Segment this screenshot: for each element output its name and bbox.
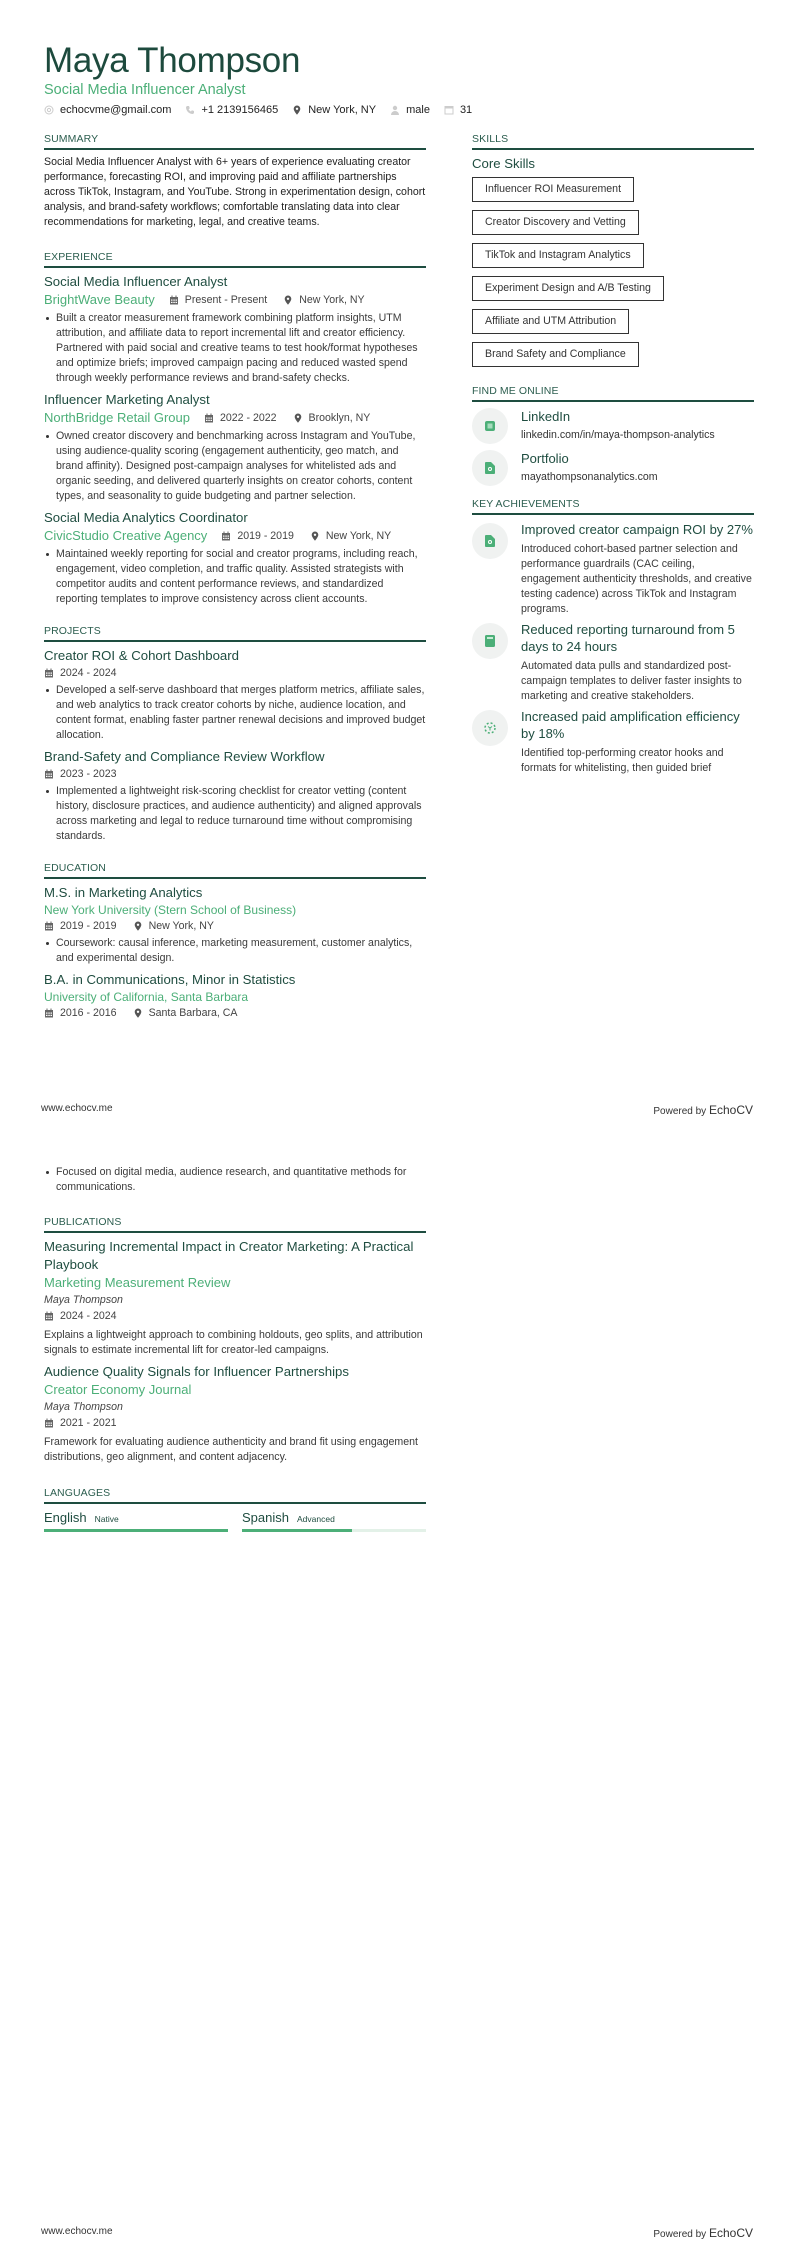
publication-desc: Framework for evaluating audience authenticity and brand fit using engagement distributions, geo alignment, and content adjacency.	[44, 1436, 418, 1463]
job-bullet: Maintained weekly reporting for social and creator programs, including reach, engagement, video completion, and traffic quality. Assisted strategists with competitor audits and content performance reviews, and standardized reporting templates to improve consistency across client accounts.	[44, 547, 426, 607]
age-text: 31	[459, 104, 473, 116]
calculator-icon	[472, 623, 508, 659]
projects-section	[44, 625, 426, 844]
calendar-icon	[44, 921, 54, 931]
company-name: CivicStudio Creative Agency	[44, 528, 208, 543]
resume-page-2	[0, 1123, 794, 2246]
school: New York University (Stern School of Business)	[44, 903, 297, 917]
powered-by-text: Powered by	[653, 2229, 707, 2240]
online-linkedin[interactable]	[472, 408, 754, 444]
skill-chip: Brand Safety and Compliance	[472, 342, 639, 367]
linkedin-icon	[472, 408, 508, 444]
online-link[interactable]: linkedin.com/in/maya-thompson-analytics	[521, 429, 715, 441]
phone-text: +1 2139156465	[201, 104, 279, 116]
location-icon	[283, 295, 293, 305]
school: University of California, Santa Barbara	[44, 990, 249, 1004]
location-icon	[310, 531, 320, 541]
location-icon	[133, 921, 143, 931]
project-bullet: Developed a self-serve dashboard that merges platform metrics, affiliate sales, and web analytics to track creator cohorts by niche, audience location, and content format, enabling faster partner renewal decisions and improved budget allocation.	[44, 683, 426, 743]
target-icon	[472, 710, 508, 746]
publication-author: Maya Thompson	[44, 1294, 123, 1306]
section-heading: EDUCATION	[44, 862, 426, 879]
company-name: NorthBridge Retail Group	[44, 410, 190, 425]
company-name: BrightWave Beauty	[44, 292, 155, 307]
achievement-title: Improved creator campaign ROI by 27%	[521, 522, 753, 537]
edu-dates: 2019 - 2019	[60, 920, 117, 932]
section-heading: PUBLICATIONS	[44, 1216, 426, 1233]
publication-dates: 2021 - 2021	[60, 1417, 117, 1429]
contact-row	[44, 104, 473, 116]
contact-email	[44, 104, 171, 116]
document-search-icon	[472, 523, 508, 559]
languages-section	[44, 1487, 426, 1532]
skill-chip: Experiment Design and A/B Testing	[472, 276, 664, 301]
achievement-desc: Identified top-performing creator hooks and formats for whitelisting, then guided brief	[521, 747, 724, 774]
brand-logo: EchoCV	[708, 1103, 753, 1117]
section-heading: SUMMARY	[44, 133, 426, 150]
section-heading: KEY ACHIEVEMENTS	[472, 498, 754, 515]
project-title: Creator ROI & Cohort Dashboard	[44, 648, 239, 663]
candidate-title: Social Media Influencer Analyst	[44, 82, 246, 98]
publication-author: Maya Thompson	[44, 1401, 123, 1413]
job-dates: 2019 - 2019	[237, 530, 294, 542]
footer-powered	[653, 2226, 753, 2240]
publication-venue: Marketing Measurement Review	[44, 1275, 231, 1290]
section-heading: EXPERIENCE	[44, 251, 426, 268]
brand-logo: EchoCV	[708, 2226, 753, 2240]
section-heading: LANGUAGES	[44, 1487, 426, 1504]
calendar-icon	[444, 105, 454, 115]
language-item	[242, 1509, 426, 1532]
contact-location	[292, 104, 376, 116]
contact-gender	[390, 104, 430, 116]
job-bullet: Built a creator measurement framework combining platform insights, UTM attribution, and affiliate data to report incremental lift and creator efficiency. Partnered with paid social and creative teams to test hook/format hypotheses and optimize briefs; improved campaign pacing and reduced wasted spend through weekly performance reviews and brand-safety checks.	[44, 311, 426, 386]
main-column-continued	[44, 1163, 426, 1532]
publication-title: Audience Quality Signals for Influencer Partnerships	[44, 1364, 349, 1379]
job-location: Brooklyn, NY	[308, 412, 371, 424]
skill-chip: Creator Discovery and Vetting	[472, 210, 639, 235]
experience-section	[44, 251, 426, 607]
job-title: Social Media Analytics Coordinator	[44, 510, 248, 525]
contact-phone	[185, 104, 278, 116]
job-bullet: Owned creator discovery and benchmarking across Instagram and YouTube, using audience-quality scoring (engagement authenticity, geo match, and brand affinity). Designed post-campaign analyses for whitelisted ads and organic seeding, and delivered quarterly insights on creator cohorts, content types, and seasonality to guide budgeting and partner selection.	[44, 429, 426, 504]
online-link[interactable]: mayathompsonanalytics.com	[521, 471, 658, 483]
publication-entry	[44, 1363, 426, 1465]
calendar-icon	[44, 1418, 54, 1428]
language-name: English	[44, 1510, 87, 1525]
job-location: New York, NY	[299, 294, 365, 306]
experience-entry	[44, 509, 426, 607]
edu-location: Santa Barbara, CA	[148, 1007, 238, 1019]
language-proficiency-bar	[242, 1529, 426, 1532]
candidate-name: Maya Thompson	[44, 41, 301, 80]
language-level: Native	[94, 1514, 119, 1524]
achievement-desc: Automated data pulls and standardized post-campaign templates to deliver faster insights to marketing and creative stakeholders.	[521, 660, 742, 702]
header	[44, 41, 473, 116]
edu-dates: 2016 - 2016	[60, 1007, 117, 1019]
achievement-item	[472, 708, 754, 776]
project-bullet: Implemented a lightweight risk-scoring checklist for creator vetting (content history, disclosure practices, and audience authenticity) and aligned approvals across marketing and legal to reduce turnaround time without compromising standards.	[44, 784, 426, 844]
degree: M.S. in Marketing Analytics	[44, 885, 203, 900]
location-icon	[292, 105, 302, 115]
calendar-icon	[204, 413, 214, 423]
education-section	[44, 862, 426, 1021]
language-item	[44, 1509, 228, 1532]
achievements-section	[472, 498, 754, 776]
skills-section	[472, 133, 754, 375]
gender-text: male	[406, 104, 430, 116]
achievement-item	[472, 621, 754, 704]
location-text: New York, NY	[308, 104, 377, 116]
job-dates: Present - Present	[184, 294, 268, 306]
summary-text: Social Media Influencer Analyst with 6+ years of experience evaluating creator performance, forecasting ROI, and improving paid and affiliate partnerships across TikTok, Instagram, and YouTube. Strong in experimentation design, cohort analysis, and brand-safety workflows; comfortable translating data into clear recommendations for marketing, legal, and creative teams.	[44, 156, 426, 228]
edu-bullet: Coursework: causal inference, marketing measurement, customer analytics, and experimental design.	[44, 936, 426, 966]
publication-desc: Explains a lightweight approach to combining holdouts, geo splits, and attribution signals to estimate incremental lift for creator-led campaigns.	[44, 1329, 423, 1356]
publication-dates: 2024 - 2024	[60, 1310, 117, 1322]
location-icon	[133, 1008, 143, 1018]
skill-chip: TikTok and Instagram Analytics	[472, 243, 644, 268]
online-portfolio[interactable]	[472, 450, 754, 486]
summary-section	[44, 133, 426, 230]
section-heading: SKILLS	[472, 133, 754, 150]
calendar-icon	[44, 769, 54, 779]
footer-powered	[653, 1103, 753, 1117]
calendar-icon	[44, 668, 54, 678]
skill-chip: Affiliate and UTM Attribution	[472, 309, 629, 334]
phone-icon	[185, 105, 195, 115]
achievement-title: Reduced reporting turnaround from 5 days to 24 hours	[521, 622, 735, 654]
job-title: Influencer Marketing Analyst	[44, 392, 210, 407]
publication-entry	[44, 1238, 426, 1358]
degree: B.A. in Communications, Minor in Statistics	[44, 972, 296, 987]
online-label: Portfolio	[521, 451, 569, 466]
user-icon	[390, 105, 400, 115]
location-icon	[293, 413, 303, 423]
edu-bullet: Focused on digital media, audience research, and quantitative methods for communications.	[44, 1165, 426, 1195]
job-dates: 2022 - 2022	[219, 412, 277, 424]
education-entry	[44, 884, 426, 966]
contact-age	[444, 104, 472, 116]
education-entry	[44, 971, 426, 1021]
calendar-icon	[44, 1311, 54, 1321]
section-heading: FIND ME ONLINE	[472, 385, 754, 402]
edu-location: New York, NY	[148, 920, 214, 932]
project-title: Brand-Safety and Compliance Review Workflow	[44, 749, 325, 764]
language-proficiency-fill	[44, 1529, 228, 1532]
online-section	[472, 385, 754, 486]
project-entry	[44, 748, 426, 844]
calendar-icon	[44, 1008, 54, 1018]
email-text: echocvme@gmail.com	[60, 104, 172, 116]
job-location: New York, NY	[325, 530, 392, 542]
skill-chip: Influencer ROI Measurement	[472, 177, 634, 202]
publication-venue: Creator Economy Journal	[44, 1382, 192, 1397]
powered-by-text: Powered by	[653, 1106, 707, 1117]
achievement-desc: Introduced cohort-based partner selection and performance guardrails (CAC ceiling, engagement authenticity thresholds, and creative testing cadence) across TikTok and Instagram programs.	[521, 543, 752, 615]
calendar-icon	[169, 295, 179, 305]
footer-site[interactable]: www.echocv.me	[41, 2226, 113, 2237]
achievement-title: Increased paid amplification efficiency by 18%	[521, 709, 740, 741]
main-column	[44, 133, 426, 1021]
experience-entry	[44, 391, 426, 504]
project-entry	[44, 647, 426, 743]
language-proficiency-bar	[44, 1529, 228, 1532]
achievement-item	[472, 521, 754, 617]
footer-site[interactable]: www.echocv.me	[41, 1103, 113, 1114]
online-label: LinkedIn	[521, 409, 571, 424]
language-level: Advanced	[296, 1514, 335, 1524]
side-column	[472, 133, 754, 780]
publications-section	[44, 1216, 426, 1465]
experience-entry	[44, 273, 426, 386]
at-icon	[44, 105, 54, 115]
project-dates: 2024 - 2024	[60, 667, 117, 679]
language-name: Spanish	[242, 1510, 289, 1525]
publication-title: Measuring Incremental Impact in Creator Marketing: A Practical Playbook	[44, 1239, 414, 1272]
language-proficiency-fill	[242, 1529, 352, 1532]
job-title: Social Media Influencer Analyst	[44, 274, 228, 289]
section-heading: PROJECTS	[44, 625, 426, 642]
calendar-icon	[221, 531, 231, 541]
document-search-icon	[472, 450, 508, 486]
skills-group-title: Core Skills	[472, 156, 536, 171]
project-dates: 2023 - 2023	[60, 768, 117, 780]
